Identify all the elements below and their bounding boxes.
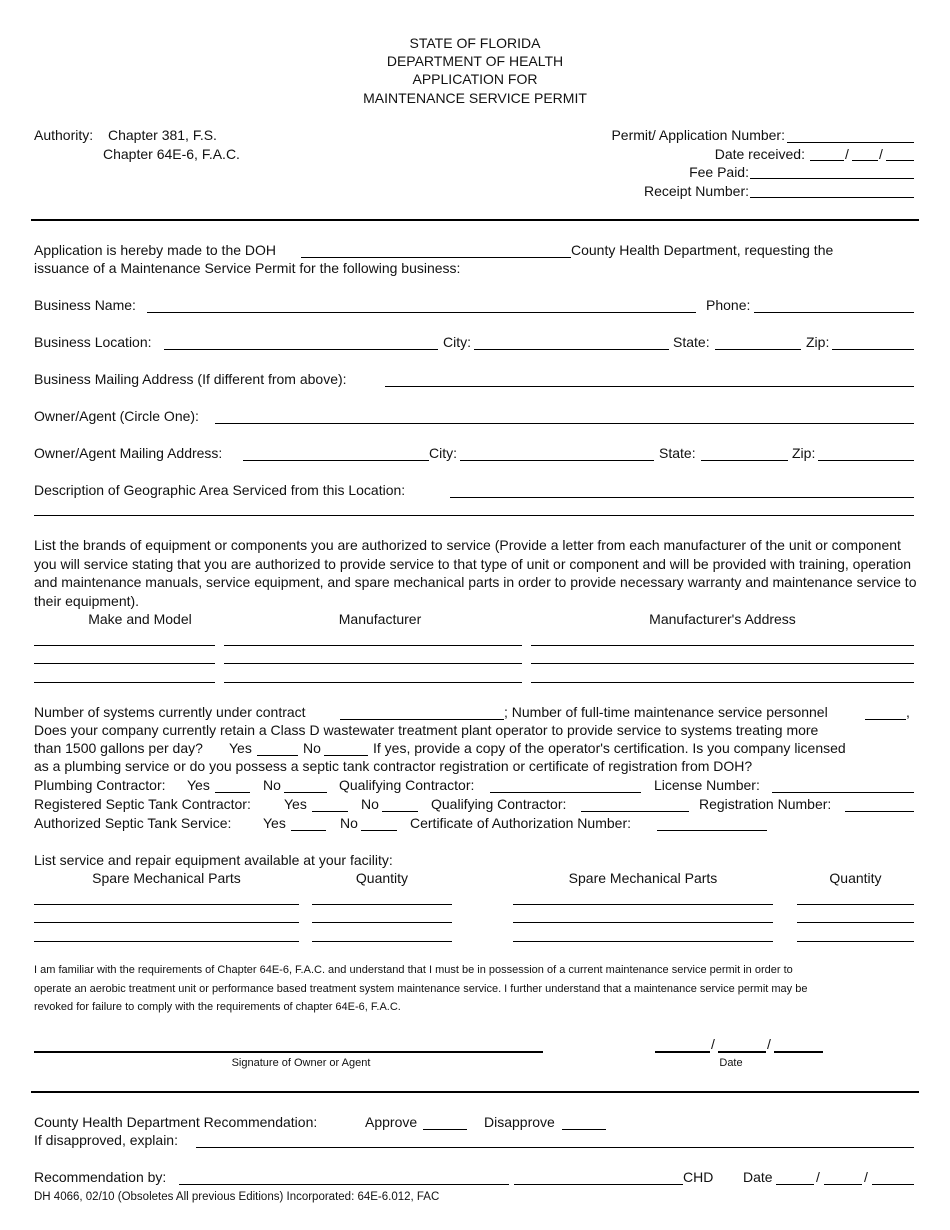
class-d-yes-field[interactable] xyxy=(257,755,298,756)
disapprove-label: Disapprove xyxy=(484,1114,555,1130)
brands-paragraph: List the brands of equipment or components you are authorized to service (Provide a letter from each manufacturer of the unit or component you will service stating that you are authorized to provide service to that type of unit or component and will be provided with training, operation and maintenance manuals, service equipment, and spare mechanical parts in order to provide necessary warranty and maintenance service to their equipment). xyxy=(34,537,917,609)
equipment-intro: List service and repair equipment available at your facility: xyxy=(34,852,393,868)
registered-qualifying-field[interactable] xyxy=(581,811,689,812)
recommendation-date-month-field[interactable] xyxy=(776,1184,814,1185)
comma: , xyxy=(906,704,910,720)
application-intro-c: issuance of a Maintenance Service Permit for the following business: xyxy=(34,260,461,276)
manufacturer-address-field[interactable] xyxy=(531,645,914,646)
geo-area-field-2[interactable] xyxy=(34,515,914,516)
chd-name-field[interactable] xyxy=(514,1184,683,1185)
business-location-field[interactable] xyxy=(164,349,438,350)
phone-field[interactable] xyxy=(754,312,914,313)
county-field[interactable] xyxy=(301,257,571,258)
make-model-field[interactable] xyxy=(34,645,215,646)
section-divider xyxy=(31,219,919,221)
state-label: State: xyxy=(673,334,710,350)
registration-number-field[interactable] xyxy=(845,811,914,812)
explain-field[interactable] xyxy=(196,1147,914,1148)
authorized-yes-field[interactable] xyxy=(291,830,326,831)
owner-mailing-field[interactable] xyxy=(243,460,429,461)
registered-no-field[interactable] xyxy=(382,811,418,812)
personnel-label: ; Number of full-time maintenance service personnel xyxy=(504,704,828,720)
systems-contract-field[interactable] xyxy=(340,719,504,720)
registration-number-label: Registration Number: xyxy=(699,796,832,812)
yes-label: Yes xyxy=(284,796,307,812)
city-label: City: xyxy=(443,334,471,350)
owner-mailing-label: Owner/Agent Mailing Address: xyxy=(34,445,223,461)
business-location-label: Business Location: xyxy=(34,334,152,350)
mailing-address-field[interactable] xyxy=(385,386,914,387)
business-name-label: Business Name: xyxy=(34,297,136,313)
statement-line-1: I am familiar with the requirements of Chapter 64E-6, F.A.C. and understand that I must be in possession of a current maintenance service permit in order to xyxy=(34,964,793,976)
signature-label: Signature of Owner or Agent xyxy=(231,1057,371,1069)
col-manufacturer-address: Manufacturer's Address xyxy=(649,611,796,627)
licensed-question: as a plumbing service or do you possess a septic tank contractor registration or certificate of registration from DOH? xyxy=(34,758,753,774)
certification-text: If yes, provide a copy of the operator's certification. Is you company licensed xyxy=(373,740,846,756)
registered-yes-field[interactable] xyxy=(312,811,348,812)
zip-field[interactable] xyxy=(832,349,914,350)
owner-agent-label: Owner/Agent (Circle One): xyxy=(34,408,199,424)
phone-label: Phone: xyxy=(706,297,751,313)
fee-paid-field[interactable] xyxy=(750,178,914,179)
col-make-model: Make and Model xyxy=(88,611,192,627)
make-model-field[interactable] xyxy=(34,663,215,664)
manufacturer-field[interactable] xyxy=(224,663,522,664)
class-d-question: Does your company currently retain a Class D wastewater treatment plant operator to provide service to systems treating more xyxy=(34,722,819,738)
manufacturer-address-field[interactable] xyxy=(531,663,914,664)
mailing-address-label: Business Mailing Address (If different from above): xyxy=(34,371,347,387)
permit-number-label: Permit/ Application Number: xyxy=(611,127,785,143)
class-d-no-field[interactable] xyxy=(324,755,368,756)
chd-recommendation-label: County Health Department Recommendation: xyxy=(34,1114,318,1130)
recommendation-date-year-field[interactable] xyxy=(872,1184,914,1185)
date-slash: / xyxy=(864,1169,868,1185)
date-slash: / xyxy=(845,146,849,162)
quantity-field[interactable] xyxy=(312,922,452,923)
certificate-number-label: Certificate of Authorization Number: xyxy=(410,815,631,831)
authority-label: Authority: xyxy=(34,127,94,143)
manufacturer-field[interactable] xyxy=(224,645,522,646)
recommendation-date-label: Date xyxy=(743,1169,773,1185)
col-spare-parts: Spare Mechanical Parts xyxy=(92,870,241,886)
recommendation-by-label: Recommendation by: xyxy=(34,1169,167,1185)
personnel-field[interactable] xyxy=(865,719,906,720)
zip-label: Zip: xyxy=(806,334,830,350)
qualifying-contractor-label: Qualifying Contractor: xyxy=(339,777,475,793)
qualifying-contractor-label: Qualifying Contractor: xyxy=(431,796,567,812)
geo-area-label: Description of Geographic Area Serviced from this Location: xyxy=(34,482,406,498)
date-slash: / xyxy=(816,1169,820,1185)
application-intro-a: Application is hereby made to the DOH xyxy=(34,242,277,258)
date-slash: / xyxy=(767,1036,771,1052)
form-title-application: APPLICATION FOR xyxy=(412,71,538,87)
signature-date-year-field[interactable] xyxy=(774,1051,823,1053)
form-footer: DH 4066, 02/10 (Obsoletes All previous Editions) Incorporated: 64E-6.012, FAC xyxy=(34,1191,440,1203)
date-slash: / xyxy=(879,146,883,162)
chd-label: CHD xyxy=(683,1169,714,1185)
plumbing-no-field[interactable] xyxy=(284,792,327,793)
certificate-number-field[interactable] xyxy=(657,830,767,831)
signature-date-day-field[interactable] xyxy=(718,1051,766,1053)
col-manufacturer: Manufacturer xyxy=(338,611,422,627)
statement-line-3: revoked for failure to comply with the requirements of chapter 64E-6, F.A.C. xyxy=(34,1001,401,1013)
authority-ref-2: Chapter 64E-6, F.A.C. xyxy=(103,146,240,162)
fee-paid-label: Fee Paid: xyxy=(689,164,749,180)
owner-state-label: State: xyxy=(659,445,696,461)
date-received-month-field[interactable] xyxy=(810,160,844,161)
make-model-field[interactable] xyxy=(34,682,215,683)
form-title-department: DEPARTMENT OF HEALTH xyxy=(386,53,564,69)
state-field[interactable] xyxy=(715,349,801,350)
col-quantity: Quantity xyxy=(829,870,882,886)
receipt-number-field[interactable] xyxy=(750,197,914,198)
date-slash: / xyxy=(711,1036,715,1052)
owner-state-field[interactable] xyxy=(701,460,788,461)
application-intro-b: County Health Department, requesting the xyxy=(571,242,834,258)
license-number-field[interactable] xyxy=(772,792,914,793)
manufacturer-address-field[interactable] xyxy=(531,682,914,683)
statement-line-2: operate an aerobic treatment unit or performance based treatment system maintenance service. I further understand that a maintenance service permit may be xyxy=(34,983,808,995)
disapprove-field[interactable] xyxy=(562,1129,606,1130)
city-field[interactable] xyxy=(474,349,669,350)
systems-contract-label: Number of systems currently under contract xyxy=(34,704,306,720)
col-spare-parts: Spare Mechanical Parts xyxy=(568,870,718,886)
no-label: No xyxy=(361,796,379,812)
receipt-number-label: Receipt Number: xyxy=(643,183,749,199)
date-received-label: Date received: xyxy=(714,146,805,162)
spare-part-field[interactable] xyxy=(513,941,773,942)
signature-field[interactable] xyxy=(34,1051,543,1053)
approve-field[interactable] xyxy=(423,1129,467,1130)
col-quantity: Quantity xyxy=(355,870,409,886)
owner-zip-field[interactable] xyxy=(818,460,914,461)
owner-city-label: City: xyxy=(429,445,457,461)
plumbing-qualifying-field[interactable] xyxy=(490,792,641,793)
section-divider xyxy=(31,1091,919,1093)
registered-septic-label: Registered Septic Tank Contractor: xyxy=(34,796,251,812)
yes-label: Yes xyxy=(263,815,286,831)
quantity-field[interactable] xyxy=(312,904,452,905)
business-name-field[interactable] xyxy=(147,312,696,313)
plumbing-yes-field[interactable] xyxy=(215,792,250,793)
form-title-state: STATE OF FLORIDA xyxy=(409,35,541,51)
authorized-no-field[interactable] xyxy=(361,830,397,831)
owner-zip-label: Zip: xyxy=(792,445,816,461)
manufacturer-field[interactable] xyxy=(224,682,522,683)
signature-date-month-field[interactable] xyxy=(655,1051,710,1053)
date-received-year-field[interactable] xyxy=(886,160,914,161)
gallons-question: than 1500 gallons per day? xyxy=(34,740,203,756)
form-title-permit: MAINTENANCE SERVICE PERMIT xyxy=(363,90,587,106)
quantity-field[interactable] xyxy=(797,941,914,942)
approve-label: Approve xyxy=(365,1114,418,1130)
recommendation-by-field[interactable] xyxy=(179,1184,509,1185)
recommendation-date-day-field[interactable] xyxy=(824,1184,862,1185)
owner-city-field[interactable] xyxy=(460,460,654,461)
spare-part-field[interactable] xyxy=(34,904,299,905)
explain-label: If disapproved, explain: xyxy=(34,1132,178,1148)
quantity-field[interactable] xyxy=(797,922,914,923)
signature-date-label: Date xyxy=(719,1057,743,1069)
license-number-label: License Number: xyxy=(654,777,760,793)
permit-number-field[interactable] xyxy=(787,142,914,143)
spare-part-field[interactable] xyxy=(513,904,773,905)
plumbing-contractor-label: Plumbing Contractor: xyxy=(34,777,166,793)
authorized-septic-label: Authorized Septic Tank Service: xyxy=(34,815,232,831)
yes-label: Yes xyxy=(187,777,210,793)
authority-ref-1: Chapter 381, F.S. xyxy=(108,127,217,143)
no-label: No xyxy=(340,815,358,831)
quantity-field[interactable] xyxy=(797,904,914,905)
no-label: No xyxy=(303,740,321,756)
spare-part-field[interactable] xyxy=(513,922,773,923)
date-received-day-field[interactable] xyxy=(852,160,878,161)
spare-part-field[interactable] xyxy=(34,941,299,942)
quantity-field[interactable] xyxy=(312,941,452,942)
no-label: No xyxy=(263,777,281,793)
yes-label: Yes xyxy=(229,740,252,756)
spare-part-field[interactable] xyxy=(34,922,299,923)
owner-agent-field[interactable] xyxy=(215,423,914,424)
geo-area-field[interactable] xyxy=(450,497,914,498)
